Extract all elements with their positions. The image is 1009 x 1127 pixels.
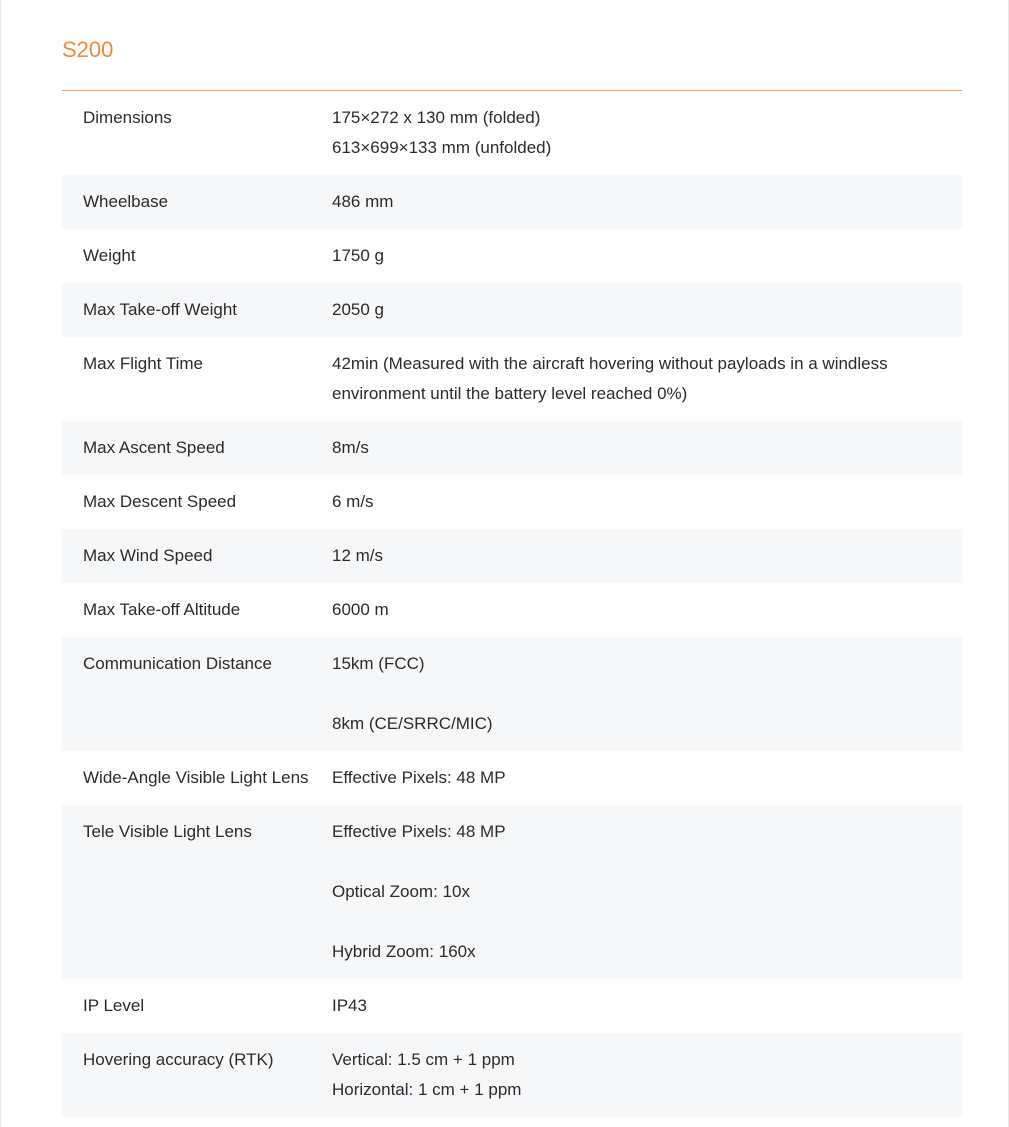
spec-label: Max Take-off Weight	[62, 283, 332, 337]
spec-value-line: 15km (FCC)	[332, 654, 425, 673]
spec-row-hovering-accuracy	[62, 1033, 962, 1117]
spec-label: Tele Visible Light Lens	[62, 805, 332, 979]
spec-value: 6 m/s	[332, 492, 374, 511]
spec-row-weight	[62, 229, 962, 283]
spec-value-line: Effective Pixels: 48 MP	[332, 822, 506, 841]
spec-label: Max Take-off Altitude	[83, 600, 241, 619]
spec-row-wheelbase	[62, 175, 962, 229]
spec-value-spacer	[332, 847, 950, 877]
spec-table	[62, 91, 962, 1117]
spec-section	[62, 0, 962, 1117]
spec-value-spacer	[332, 907, 950, 937]
spec-value-line: Hybrid Zoom: 160x	[332, 942, 476, 961]
spec-label: Max Ascent Speed	[62, 421, 332, 475]
spec-row-communication-distance	[62, 637, 962, 751]
spec-row-ip-level	[62, 979, 962, 1033]
spec-value: IP43	[332, 996, 367, 1015]
spec-row-max-takeoff-altitude	[62, 583, 962, 637]
spec-value: 2050 g	[332, 283, 962, 337]
spec-value: Effective Pixels: 48 MP	[332, 768, 506, 787]
spec-label: Dimensions	[83, 108, 172, 127]
spec-label: Wheelbase	[62, 175, 332, 229]
spec-row-wide-angle-lens	[62, 751, 962, 805]
spec-label: Hovering accuracy (RTK)	[62, 1033, 332, 1117]
spec-value-line: 613×699×133 mm (unfolded)	[332, 138, 552, 157]
spec-value	[332, 637, 962, 751]
spec-label: Communication Distance	[62, 637, 332, 751]
spec-label: Max Wind Speed	[62, 529, 332, 583]
spec-label: Wide-Angle Visible Light Lens	[83, 768, 309, 787]
spec-value: 486 mm	[332, 175, 962, 229]
spec-label: Max Descent Speed	[83, 492, 237, 511]
spec-row-tele-lens	[62, 805, 962, 979]
spec-row-max-descent-speed	[62, 475, 962, 529]
spec-row-max-flight-time	[62, 337, 962, 421]
spec-value-spacer	[332, 679, 950, 709]
spec-value: 12 m/s	[332, 529, 962, 583]
spec-value	[332, 805, 962, 979]
spec-value-line: 175×272 x 130 mm (folded)	[332, 108, 541, 127]
spec-value-line: Horizontal: 1 cm + 1 ppm	[332, 1080, 522, 1099]
spec-value: 6000 m	[332, 600, 389, 619]
spec-row-max-takeoff-weight	[62, 283, 962, 337]
spec-row-max-wind-speed	[62, 529, 962, 583]
spec-value-line: 8km (CE/SRRC/MIC)	[332, 714, 493, 733]
spec-value: 1750 g	[332, 246, 384, 265]
spec-value-line: Optical Zoom: 10x	[332, 882, 470, 901]
spec-value: 8m/s	[332, 421, 962, 475]
spec-value: 42min (Measured with the aircraft hovering without payloads in a windless environment until the battery level reached 0%)	[332, 354, 888, 403]
product-title: S200	[62, 37, 114, 62]
spec-value	[332, 91, 962, 175]
spec-label: Max Flight Time	[83, 354, 203, 373]
spec-value	[332, 1033, 962, 1117]
spec-value-line: Vertical: 1.5 cm + 1 ppm	[332, 1050, 515, 1069]
spec-row-dimensions	[62, 91, 962, 175]
page-left-border	[0, 0, 1, 1127]
spec-label: IP Level	[83, 996, 145, 1015]
spec-label: Weight	[83, 246, 136, 265]
spec-row-max-ascent-speed	[62, 421, 962, 475]
